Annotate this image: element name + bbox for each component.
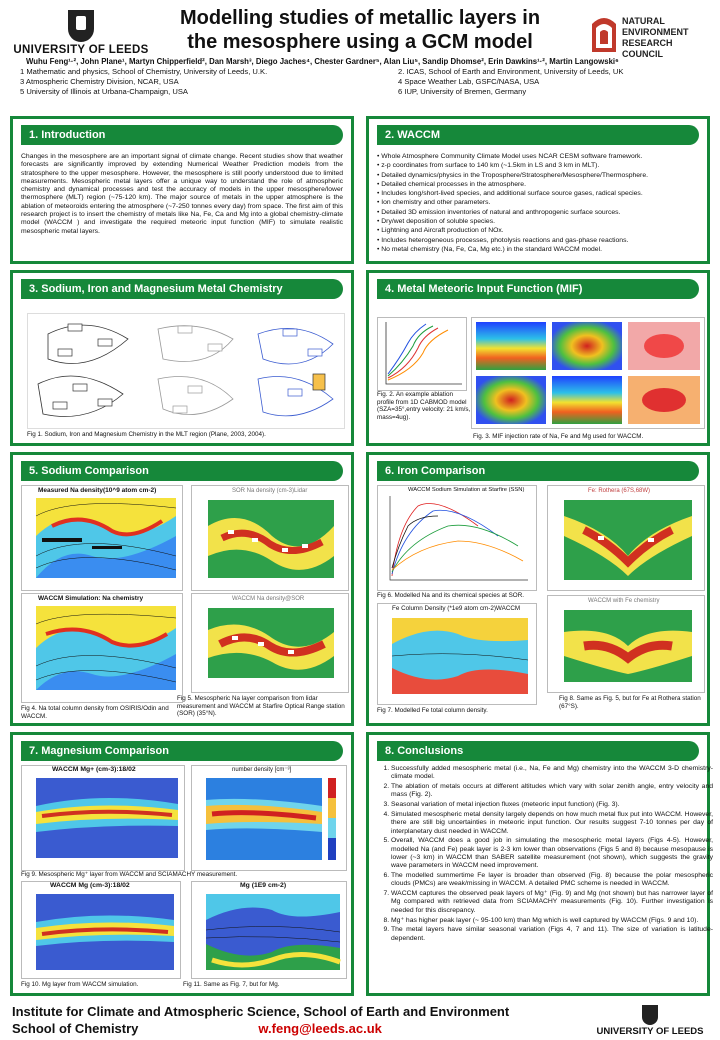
iron-panel	[366, 452, 710, 726]
affiliation: 3 Atmospheric Chemistry Division, NCAR, USA	[20, 77, 179, 86]
plot-title: SOR Na density (cm-3)Lidar	[232, 488, 308, 494]
mif-injection-figure	[471, 317, 705, 429]
figure-caption: Fig. 2. An example ablation profile from 1D CABMOD model (SZA=35°,entry velocity: 21 km/s, mass=4ug).	[377, 391, 471, 421]
author-block	[20, 57, 710, 97]
plot-title: WACCM with Fe chemistry	[588, 598, 660, 604]
list-item: 9. The metal layers have similar seasonal variation (Figs 4, 7 and 11). The size of variation is latitude-dependent.	[391, 926, 713, 943]
mg-column-plot	[191, 881, 347, 979]
section-heading: 4. Metal Meteoric Input Function (MIF)	[377, 279, 699, 299]
plot-title: Fe: Rothera (67S,68W)	[588, 488, 651, 494]
section-heading: 2. WACCM	[377, 125, 699, 145]
figure-caption: Fig 6. Modelled Na and its chemical species at SOR.	[377, 592, 524, 599]
nerc-logo-text: NATURAL ENVIRONMENT RESEARCH COUNCIL	[622, 16, 689, 59]
university-of-leeds-logo	[12, 10, 150, 56]
figure-caption: Fig 4. Na total column density from OSIRIS/Odin and WACCM.	[21, 705, 169, 720]
figure-caption: Fig 7. Modelled Fe total column density.	[377, 707, 488, 714]
affiliation: 4 Space Weather Lab, GSFC/NASA, USA	[398, 77, 540, 86]
list-item: 3. Seasonal variation of metal injection fluxes (meteoric input function) (Fig. 3).	[391, 801, 713, 809]
introduction-panel	[10, 116, 354, 264]
figure-caption: Fig 8. Same as Fig. 5, but for Fe at Rothera station (67°S).	[559, 695, 701, 710]
list-item: • Includes long/short-lived species, and additional surface source gases, radical species.	[377, 190, 643, 198]
list-item: • Ion chemistry and other parameters.	[377, 199, 491, 207]
affiliation: 5 University of Illinois at Urbana-Champaign, USA	[20, 87, 188, 96]
nerc-logo	[590, 12, 715, 58]
mg-sciamachy-plot	[191, 765, 347, 871]
plot-title: Measured Na density(10^9 atom cm-2)	[38, 487, 157, 494]
introduction-text: Changes in the mesosphere are an important signal of climate change. Recent studies show that weather forecasts are significantly improved by extending Numerical Weather Prediction models from the stratosphere to the upper mesosphere. However, the mesosphere is still poorly understood due to limited measurements. Mesospheric metal layers offer a unique way to understand the role of atmospheric chemistry and dynamical processes and test the accuracy of models in the upper mesosphere/lower thermosphere (MLT) region (~75-120 km). The major source of metals in the upper atmosphere is the ablation of meteoroids entering the atmosphere (~7-250 tonnes every day) from space. The first aim of this research project is to insert the chemistry of metals like Na, Fe, Ca and Mg into a global chemistry-climate model (WACCM ) and investigate the required meteoric input function (MIF) to simulate realistic mesospheric metal layers.	[21, 153, 343, 235]
affiliation: 2. ICAS, School of Earth and Environment, University of Leeds, UK	[398, 67, 624, 76]
figure-caption: Fig 9. Mesospheric Mg⁺ layer from WACCM and SCIAMACHY measurement.	[21, 871, 238, 878]
poster-title	[150, 6, 570, 54]
figure-caption: Fig 11. Same as Fig. 7, but for Mg.	[183, 981, 280, 988]
section-heading: 5. Sodium Comparison	[21, 461, 343, 481]
leeds-logo-text: UNIVERSITY OF LEEDS	[596, 1026, 704, 1037]
list-item: • No metal chemistry (Na, Fe, Ca, Mg etc.) in the standard WACCM model.	[377, 245, 602, 253]
section-heading: 8. Conclusions	[377, 741, 699, 761]
university-of-leeds-footer-logo	[585, 1005, 715, 1037]
plot-title: WACCM Mg (cm-3):18/02	[50, 882, 130, 889]
section-heading: 1. Introduction	[21, 125, 343, 145]
waccm-panel	[366, 116, 710, 264]
plot-title: Fe Column Density (*1e9 atom cm-2)WACCM	[392, 605, 521, 612]
na-lidar-plot	[191, 485, 349, 591]
leeds-crest-icon	[642, 1005, 658, 1025]
mg-ion-plot	[21, 765, 185, 871]
section-heading: 7. Magnesium Comparison	[21, 741, 343, 761]
magnesium-panel	[10, 732, 354, 996]
list-item: 7. WACCM captures the observed peak layers of Mg⁺ (Fig. 9) and Mg (not shown) but has narrower layer of Mg compared with retrieved data from SCIAMACHY measurements (Fig. 10). Further investigation is needed for this discrepancy.	[391, 890, 713, 915]
list-item: • Lightning and Aircraft production of NOx.	[377, 227, 504, 235]
footer-school: School of Chemistry	[12, 1021, 139, 1036]
plot-title: WACCM Mg+ (cm-3):18/02	[52, 766, 136, 773]
list-item: • Detailed dynamics/physics in the Troposphere/Stratosphere/Mesosphere/Thermosphere.	[377, 171, 648, 179]
list-item: 1. Successfully added mesospheric metal (i.e., Na, Fe and Mg) chemistry into the WACCM 3-D chemistry-climate model.	[391, 765, 713, 782]
na-measured-plot	[21, 485, 183, 591]
figure-caption: Fig 1. Sodium, Iron and Magnesium Chemistry in the MLT region (Plane, 2003, 2004).	[27, 431, 266, 438]
waccm-bullet-list	[377, 153, 703, 255]
list-item: • Includes heterogeneous processes, photolysis reactions and gas-phase reactions.	[377, 236, 629, 244]
list-item: • Dry/wet deposition of soluble species.	[377, 218, 495, 226]
list-item: 5. Overall, WACCM does a good job in simulating the mesospheric metal layers (Figs 4-5). However, modelled Na (and Fe) peak layer is 2-3 km lower than observations (Figs 5 and 8) because mesopause is lower (~3 km) in WACCM than SABER satellite measurement (not shown), which suggests the gravity wave parameters in WACCM need improvement.	[391, 837, 713, 870]
contact-email-link[interactable]: w.feng@leeds.ac.uk	[258, 1021, 382, 1036]
title-line-1: Modelling studies of metallic layers in	[179, 7, 541, 29]
section-heading: 6. Iron Comparison	[377, 461, 699, 481]
sodium-species-plot	[377, 485, 537, 591]
affiliation: 1 Mathematic and physics, School of Chemistry, University of Leeds, U.K.	[20, 67, 268, 76]
list-item: 4. Simulated mesospheric metal density largely depends on how much metal flux put into WACCM. However, there are still big uncertainties in meteoric input function. Our results suggest 7-10 tonnes per day of interplanetary dust needed in WACCM.	[391, 811, 713, 836]
fe-rothera-plot	[547, 485, 705, 591]
list-item: 2. The ablation of metals occurs at different altitudes which vary with solar zenith angle, entry velocity and mass (Fig. 2).	[391, 783, 713, 800]
fe-column-plot	[377, 603, 537, 705]
chemistry-panel	[10, 270, 354, 446]
affiliation: 6 IUP, University of Bremen, Germany	[398, 87, 527, 96]
ablation-profile-figure	[377, 317, 467, 391]
section-heading: 3. Sodium, Iron and Magnesium Metal Chemistry	[21, 279, 343, 299]
sodium-panel	[10, 452, 354, 726]
plot-title: WACCM Na density@SOR	[232, 596, 305, 602]
list-item: • z-p coordinates from surface to 140 km (~1.5km in LS and 3 km in MLT).	[377, 162, 600, 170]
footer-institute: Institute for Climate and Atmospheric Science, School of Earth and Environment	[12, 1004, 510, 1019]
conclusions-list	[377, 765, 713, 944]
list-item: • Whole Atmosphere Community Climate Model uses NCAR CESM software framework.	[377, 153, 643, 160]
plot-title: WACCM Sodium Simulation at Starfire (SSN)	[408, 487, 525, 493]
plot-title: WACCM Simulation: Na chemistry	[38, 595, 144, 602]
nerc-leaf-icon	[590, 14, 618, 54]
conclusions-panel	[366, 732, 713, 996]
figure-caption: Fig 10. Mg layer from WACCM simulation.	[21, 981, 139, 988]
figure-caption: Fig 5. Mesospheric Na layer comparison from lidar measurement and WACCM at Starfire Optical Range station (SOR) (35°N).	[177, 695, 345, 718]
list-item: 6. The modelled summertime Fe layer is broader than observed (Fig. 8) because the polar mesospheric clouds (PMCs) are weak/missing in WACCM. A detailed PMC scheme is needed in WACCM.	[391, 872, 713, 889]
plot-title: Mg (1E9 cm-2)	[240, 882, 287, 889]
list-item: • Detailed chemical processes in the atmosphere.	[377, 180, 526, 188]
list-item: 8. Mg⁺ has higher peak layer (~ 95-100 km) than Mg which is well captured by WACCM (Figs. 9 and 10).	[391, 917, 713, 925]
author-list: Wuhu Feng¹·², John Plane¹, Martyn Chipperfield², Dan Marsh³, Diego Jaches⁴, Chester Gardner⁵, Alan Liu⁵, Sandip Dhomse², Erin Dawkins¹·², Martin Langowski⁶	[26, 57, 619, 66]
list-item: • Detailed 3D emission inventories of natural and anthropogenic surface sources.	[377, 208, 621, 216]
na-waccm-plot	[21, 593, 183, 703]
mg-waccm-plot	[21, 881, 181, 979]
leeds-crest-icon	[68, 10, 94, 42]
chemistry-scheme-figure	[27, 313, 345, 429]
fe-waccm-plot	[547, 595, 705, 693]
na-waccm-sor-plot	[191, 593, 349, 693]
mif-panel	[366, 270, 710, 446]
title-line-2: the mesosphere using a GCM model	[187, 31, 533, 53]
leeds-logo-text: UNIVERSITY OF LEEDS	[13, 44, 149, 56]
plot-title: number density [cm⁻³]	[232, 767, 292, 773]
footer	[12, 1003, 612, 1037]
figure-caption: Fig. 3. MIF injection rate of Na, Fe and Mg used for WACCM.	[473, 433, 644, 440]
